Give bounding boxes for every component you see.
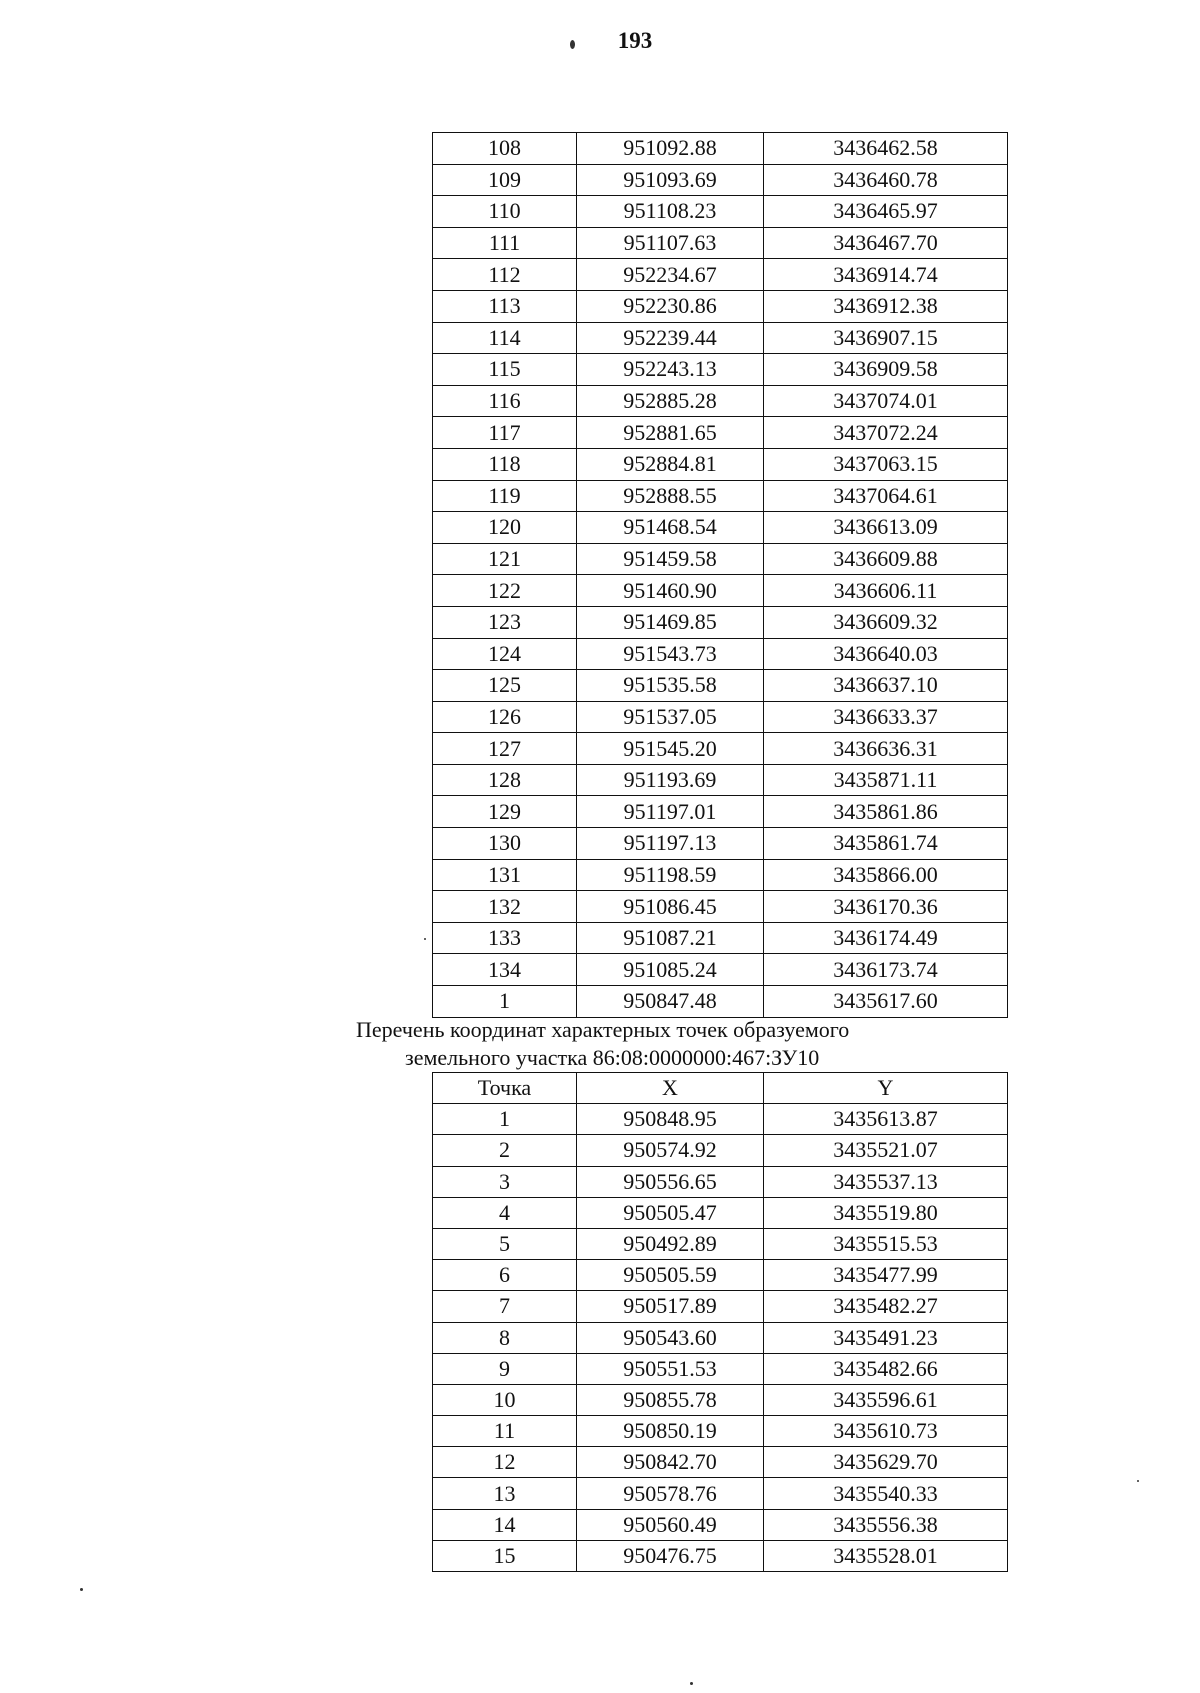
y-coordinate-cell: 3435519.80 (764, 1197, 1008, 1228)
point-number-cell: 131 (433, 859, 577, 891)
header-y: Y (764, 1073, 1008, 1104)
point-number-cell: 119 (433, 480, 577, 512)
point-number-cell: 134 (433, 954, 577, 986)
x-coordinate-cell: 950842.70 (577, 1447, 764, 1478)
x-coordinate-cell: 950855.78 (577, 1384, 764, 1415)
point-number-cell: 14 (433, 1509, 577, 1540)
y-coordinate-cell: 3435521.07 (764, 1135, 1008, 1166)
table-row (433, 922, 1008, 954)
point-number-cell: 13 (433, 1478, 577, 1509)
y-coordinate-cell: 3436636.31 (764, 733, 1008, 765)
point-number-cell: 3 (433, 1166, 577, 1197)
point-number-cell: 115 (433, 354, 577, 386)
x-coordinate-cell: 951198.59 (577, 859, 764, 891)
point-number-cell: 123 (433, 606, 577, 638)
scan-speck (570, 40, 575, 49)
x-coordinate-cell: 950850.19 (577, 1416, 764, 1447)
table-row (433, 828, 1008, 860)
scan-speck (1137, 1480, 1139, 1482)
point-number-cell: 129 (433, 796, 577, 828)
x-coordinate-cell: 951197.13 (577, 828, 764, 860)
table-row (433, 764, 1008, 796)
table-row (433, 1197, 1008, 1228)
y-coordinate-cell: 3435861.86 (764, 796, 1008, 828)
x-coordinate-cell: 950543.60 (577, 1322, 764, 1353)
x-coordinate-cell: 951460.90 (577, 575, 764, 607)
coordinates-table-zu10-body (433, 1104, 1008, 1572)
x-coordinate-cell: 951093.69 (577, 164, 764, 196)
y-coordinate-cell: 3435610.73 (764, 1416, 1008, 1447)
y-coordinate-cell: 3435491.23 (764, 1322, 1008, 1353)
table-row (433, 196, 1008, 228)
table-row (433, 1509, 1008, 1540)
table-row (433, 859, 1008, 891)
point-number-cell: 122 (433, 575, 577, 607)
point-number-cell: 118 (433, 448, 577, 480)
y-coordinate-cell: 3436462.58 (764, 133, 1008, 165)
y-coordinate-cell: 3435482.27 (764, 1291, 1008, 1322)
table-row (433, 227, 1008, 259)
y-coordinate-cell: 3437072.24 (764, 417, 1008, 449)
table-caption-line-1: Перечень координат характерных точек образуемого (356, 1017, 850, 1042)
table-row (433, 1540, 1008, 1571)
y-coordinate-cell: 3436174.49 (764, 922, 1008, 954)
y-coordinate-cell: 3436637.10 (764, 670, 1008, 702)
point-number-cell: 5 (433, 1228, 577, 1259)
table-row (433, 512, 1008, 544)
x-coordinate-cell: 951543.73 (577, 638, 764, 670)
table-row (433, 954, 1008, 986)
table-row (433, 1384, 1008, 1415)
x-coordinate-cell: 952884.81 (577, 448, 764, 480)
point-number-cell: 128 (433, 764, 577, 796)
table-row (433, 259, 1008, 291)
y-coordinate-cell: 3436909.58 (764, 354, 1008, 386)
x-coordinate-cell: 951086.45 (577, 891, 764, 923)
y-coordinate-cell: 3437063.15 (764, 448, 1008, 480)
y-coordinate-cell: 3435556.38 (764, 1509, 1008, 1540)
y-coordinate-cell: 3436640.03 (764, 638, 1008, 670)
x-coordinate-cell: 950556.65 (577, 1166, 764, 1197)
y-coordinate-cell: 3435482.66 (764, 1353, 1008, 1384)
table-row (433, 733, 1008, 765)
y-coordinate-cell: 3436633.37 (764, 701, 1008, 733)
coordinates-table-continued (432, 132, 1008, 1018)
table-row (433, 606, 1008, 638)
y-coordinate-cell: 3436606.11 (764, 575, 1008, 607)
y-coordinate-cell: 3436613.09 (764, 512, 1008, 544)
y-coordinate-cell: 3437074.01 (764, 385, 1008, 417)
point-number-cell: 15 (433, 1540, 577, 1571)
point-number-cell: 9 (433, 1353, 577, 1384)
table-row (433, 480, 1008, 512)
point-number-cell: 6 (433, 1260, 577, 1291)
point-number-cell: 116 (433, 385, 577, 417)
y-coordinate-cell: 3436460.78 (764, 164, 1008, 196)
y-coordinate-cell: 3435861.74 (764, 828, 1008, 860)
point-number-cell: 110 (433, 196, 577, 228)
x-coordinate-cell: 950505.59 (577, 1260, 764, 1291)
table-row (433, 1166, 1008, 1197)
x-coordinate-cell: 951197.01 (577, 796, 764, 828)
point-number-cell: 121 (433, 543, 577, 575)
x-coordinate-cell: 950574.92 (577, 1135, 764, 1166)
x-coordinate-cell: 951193.69 (577, 764, 764, 796)
y-coordinate-cell: 3436173.74 (764, 954, 1008, 986)
y-coordinate-cell: 3435617.60 (764, 986, 1008, 1018)
table-row (433, 322, 1008, 354)
coordinates-table-zu10 (432, 1072, 1008, 1572)
table-row (433, 1353, 1008, 1384)
point-number-cell: 4 (433, 1197, 577, 1228)
table-row (433, 385, 1008, 417)
table-row (433, 543, 1008, 575)
x-coordinate-cell: 952243.13 (577, 354, 764, 386)
x-coordinate-cell: 952234.67 (577, 259, 764, 291)
x-coordinate-cell: 952888.55 (577, 480, 764, 512)
table-row (433, 986, 1008, 1018)
y-coordinate-cell: 3435515.53 (764, 1228, 1008, 1259)
table-row (433, 133, 1008, 165)
y-coordinate-cell: 3436467.70 (764, 227, 1008, 259)
y-coordinate-cell: 3436914.74 (764, 259, 1008, 291)
y-coordinate-cell: 3435537.13 (764, 1166, 1008, 1197)
table-row (433, 1478, 1008, 1509)
x-coordinate-cell: 950517.89 (577, 1291, 764, 1322)
point-number-cell: 120 (433, 512, 577, 544)
coordinates-table-continued-body (433, 133, 1008, 1018)
x-coordinate-cell: 951092.88 (577, 133, 764, 165)
x-coordinate-cell: 950848.95 (577, 1104, 764, 1135)
point-number-cell: 12 (433, 1447, 577, 1478)
y-coordinate-cell: 3437064.61 (764, 480, 1008, 512)
table-row (433, 1135, 1008, 1166)
y-coordinate-cell: 3435629.70 (764, 1447, 1008, 1478)
table-row (433, 1104, 1008, 1135)
x-coordinate-cell: 950492.89 (577, 1228, 764, 1259)
point-number-cell: 127 (433, 733, 577, 765)
table-row (433, 891, 1008, 923)
y-coordinate-cell: 3435540.33 (764, 1478, 1008, 1509)
point-number-cell: 112 (433, 259, 577, 291)
point-number-cell: 113 (433, 290, 577, 322)
table-caption-line-2: земельного участка 86:08:0000000:467:ЗУ10 (405, 1045, 820, 1070)
table-row (433, 1260, 1008, 1291)
table-row (433, 1228, 1008, 1259)
x-coordinate-cell: 950578.76 (577, 1478, 764, 1509)
y-coordinate-cell: 3436170.36 (764, 891, 1008, 923)
point-number-cell: 125 (433, 670, 577, 702)
table-row (433, 575, 1008, 607)
x-coordinate-cell: 951535.58 (577, 670, 764, 702)
table-row (433, 701, 1008, 733)
x-coordinate-cell: 950847.48 (577, 986, 764, 1018)
table-row (433, 1416, 1008, 1447)
x-coordinate-cell: 951545.20 (577, 733, 764, 765)
y-coordinate-cell: 3435866.00 (764, 859, 1008, 891)
point-number-cell: 130 (433, 828, 577, 860)
x-coordinate-cell: 951459.58 (577, 543, 764, 575)
y-coordinate-cell: 3435871.11 (764, 764, 1008, 796)
x-coordinate-cell: 951107.63 (577, 227, 764, 259)
scan-speck (690, 1682, 693, 1685)
table-header-row (433, 1073, 1008, 1104)
x-coordinate-cell: 951085.24 (577, 954, 764, 986)
header-x: X (577, 1073, 764, 1104)
x-coordinate-cell: 952230.86 (577, 290, 764, 322)
point-number-cell: 8 (433, 1322, 577, 1353)
table-row (433, 164, 1008, 196)
x-coordinate-cell: 951108.23 (577, 196, 764, 228)
scan-speck (424, 938, 426, 940)
x-coordinate-cell: 951468.54 (577, 512, 764, 544)
point-number-cell: 1 (433, 1104, 577, 1135)
y-coordinate-cell: 3435613.87 (764, 1104, 1008, 1135)
point-number-cell: 132 (433, 891, 577, 923)
y-coordinate-cell: 3436465.97 (764, 196, 1008, 228)
y-coordinate-cell: 3435528.01 (764, 1540, 1008, 1571)
point-number-cell: 11 (433, 1416, 577, 1447)
table-row (433, 638, 1008, 670)
point-number-cell: 1 (433, 986, 577, 1018)
scan-speck (80, 1588, 83, 1591)
x-coordinate-cell: 951537.05 (577, 701, 764, 733)
page-number: 193 (617, 28, 653, 53)
point-number-cell: 117 (433, 417, 577, 449)
x-coordinate-cell: 952885.28 (577, 385, 764, 417)
y-coordinate-cell: 3436609.88 (764, 543, 1008, 575)
table-row (433, 1322, 1008, 1353)
table-row (433, 290, 1008, 322)
point-number-cell: 108 (433, 133, 577, 165)
x-coordinate-cell: 950551.53 (577, 1353, 764, 1384)
x-coordinate-cell: 952239.44 (577, 322, 764, 354)
x-coordinate-cell: 951469.85 (577, 606, 764, 638)
point-number-cell: 2 (433, 1135, 577, 1166)
y-coordinate-cell: 3436609.32 (764, 606, 1008, 638)
header-point: Точка (433, 1073, 577, 1104)
y-coordinate-cell: 3435477.99 (764, 1260, 1008, 1291)
point-number-cell: 126 (433, 701, 577, 733)
point-number-cell: 7 (433, 1291, 577, 1322)
point-number-cell: 133 (433, 922, 577, 954)
point-number-cell: 109 (433, 164, 577, 196)
y-coordinate-cell: 3435596.61 (764, 1384, 1008, 1415)
x-coordinate-cell: 952881.65 (577, 417, 764, 449)
point-number-cell: 10 (433, 1384, 577, 1415)
table-row (433, 448, 1008, 480)
point-number-cell: 114 (433, 322, 577, 354)
x-coordinate-cell: 950560.49 (577, 1509, 764, 1540)
table-row (433, 417, 1008, 449)
y-coordinate-cell: 3436907.15 (764, 322, 1008, 354)
table-row (433, 796, 1008, 828)
point-number-cell: 124 (433, 638, 577, 670)
y-coordinate-cell: 3436912.38 (764, 290, 1008, 322)
table-row (433, 1447, 1008, 1478)
point-number-cell: 111 (433, 227, 577, 259)
x-coordinate-cell: 951087.21 (577, 922, 764, 954)
table-row (433, 354, 1008, 386)
table-row (433, 1291, 1008, 1322)
table-row (433, 670, 1008, 702)
x-coordinate-cell: 950476.75 (577, 1540, 764, 1571)
x-coordinate-cell: 950505.47 (577, 1197, 764, 1228)
